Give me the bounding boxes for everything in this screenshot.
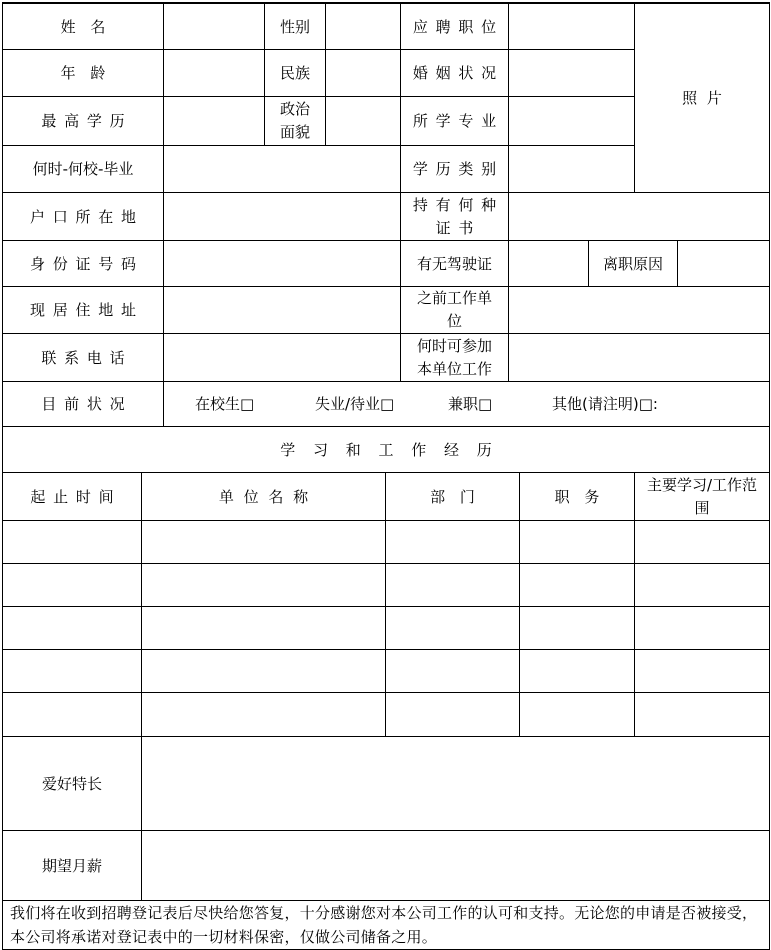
- history-row-4-department[interactable]: [385, 649, 520, 693]
- marital-status-label: 婚 姻 状 况: [400, 49, 509, 97]
- name-field[interactable]: [163, 2, 265, 50]
- history-header-department: 部 门: [385, 472, 520, 521]
- availability-cell: [400, 333, 509, 382]
- status-label: 目 前 状 况: [2, 381, 164, 427]
- history-header-scope: 主要学习/工作范围: [646, 475, 758, 517]
- history-row-4-scope[interactable]: [634, 649, 770, 693]
- marital-status-field[interactable]: [508, 49, 635, 97]
- history-row-3-department[interactable]: [385, 606, 520, 650]
- age-label: 年 龄: [2, 49, 164, 97]
- history-row-1-department[interactable]: [385, 520, 520, 564]
- previous-employer-field[interactable]: [508, 286, 770, 334]
- gender-label: 性别: [264, 2, 326, 50]
- leave-reason-label: 离职原因: [588, 240, 678, 287]
- political-status-cell: [264, 96, 326, 146]
- footer-line-2: 本公司将承诺对登记表中的一切材料保密，仅做公司储备之用。: [10, 928, 438, 946]
- position-label: 应 聘 职 位: [400, 2, 509, 50]
- graduation-field[interactable]: [163, 145, 401, 193]
- history-row-2-position[interactable]: [519, 563, 635, 607]
- status-option-part-time[interactable]: 兼职□: [448, 395, 493, 413]
- id-number-label: 身 份 证 号 码: [2, 240, 164, 287]
- previous-employer-label: 之前工作单位: [416, 289, 492, 330]
- political-status-label: 政治面貌: [279, 100, 310, 141]
- history-header-scope-cell: [634, 472, 770, 521]
- previous-employer-cell: [400, 286, 509, 334]
- education-field[interactable]: [163, 96, 265, 146]
- history-row-1-scope[interactable]: [634, 520, 770, 564]
- status-options: [163, 381, 770, 427]
- status-option-other[interactable]: 其他(请注明)□:: [552, 395, 658, 413]
- hobbies-field[interactable]: [141, 736, 770, 831]
- ethnicity-label: 民族: [264, 49, 326, 97]
- hukou-field[interactable]: [163, 192, 401, 241]
- history-row-5-position[interactable]: [519, 692, 635, 737]
- history-row-5-company[interactable]: [141, 692, 386, 737]
- availability-field[interactable]: [508, 333, 770, 382]
- history-header-company: 单 位 名 称: [141, 472, 386, 521]
- history-row-3-scope[interactable]: [634, 606, 770, 650]
- graduation-label: 何时-何校-毕业: [2, 145, 164, 193]
- history-row-3-period[interactable]: [2, 606, 142, 650]
- certificate-field[interactable]: [508, 192, 770, 241]
- history-row-3-company[interactable]: [141, 606, 386, 650]
- footer-line-1: 我们将在收到招聘登记表后尽快给您答复，十分感谢您对本公司工作的认可和支持。无论您的申请是否被接受，: [10, 904, 758, 922]
- ethnicity-field[interactable]: [325, 49, 401, 97]
- degree-type-field[interactable]: [508, 145, 635, 193]
- name-label: 姓 名: [2, 2, 164, 50]
- status-option-unemployed[interactable]: 失业/待业□: [315, 395, 395, 413]
- address-field[interactable]: [163, 286, 401, 334]
- certificate-label: 持 有 何 种 证 书: [412, 195, 497, 237]
- driver-license-field[interactable]: [508, 240, 589, 287]
- status-option-student[interactable]: 在校生□: [195, 395, 255, 413]
- hobbies-label: 爱好特长: [2, 736, 142, 831]
- address-label: 现 居 住 地 址: [2, 286, 164, 334]
- photo-label: 照 片: [682, 89, 722, 107]
- major-field[interactable]: [508, 96, 635, 146]
- history-row-4-period[interactable]: [2, 649, 142, 693]
- history-row-5-scope[interactable]: [634, 692, 770, 737]
- certificate-cell: [400, 192, 509, 241]
- hukou-label: 户 口 所 在 地: [2, 192, 164, 241]
- history-row-2-scope[interactable]: [634, 563, 770, 607]
- photo-box[interactable]: [634, 2, 770, 193]
- history-row-1-company[interactable]: [141, 520, 386, 564]
- history-row-4-position[interactable]: [519, 649, 635, 693]
- gender-field[interactable]: [325, 2, 401, 50]
- degree-type-label: 学 历 类 别: [400, 145, 509, 193]
- position-field[interactable]: [508, 2, 635, 50]
- leave-reason-field[interactable]: [677, 240, 770, 287]
- major-label: 所 学 专 业: [400, 96, 509, 146]
- salary-field[interactable]: [141, 830, 770, 901]
- footer-statement: [2, 900, 770, 950]
- age-field[interactable]: [163, 49, 265, 97]
- history-row-5-period[interactable]: [2, 692, 142, 737]
- history-row-2-period[interactable]: [2, 563, 142, 607]
- history-row-4-company[interactable]: [141, 649, 386, 693]
- salary-label: 期望月薪: [2, 830, 142, 901]
- history-row-2-company[interactable]: [141, 563, 386, 607]
- history-title: 学 习 和 工 作 经 历: [2, 426, 770, 473]
- history-row-1-position[interactable]: [519, 520, 635, 564]
- history-row-3-position[interactable]: [519, 606, 635, 650]
- phone-field[interactable]: [163, 333, 401, 382]
- history-row-2-department[interactable]: [385, 563, 520, 607]
- availability-label: 何时可参加本单位工作: [416, 336, 492, 378]
- id-number-field[interactable]: [163, 240, 401, 287]
- driver-license-label: 有无驾驶证: [400, 240, 509, 287]
- education-label: 最 高 学 历: [2, 96, 164, 146]
- history-header-position: 职 务: [519, 472, 635, 521]
- history-row-1-period[interactable]: [2, 520, 142, 564]
- political-status-field[interactable]: [325, 96, 401, 146]
- phone-label: 联 系 电 话: [2, 333, 164, 382]
- history-header-period: 起 止 时 间: [2, 472, 142, 521]
- history-row-5-department[interactable]: [385, 692, 520, 737]
